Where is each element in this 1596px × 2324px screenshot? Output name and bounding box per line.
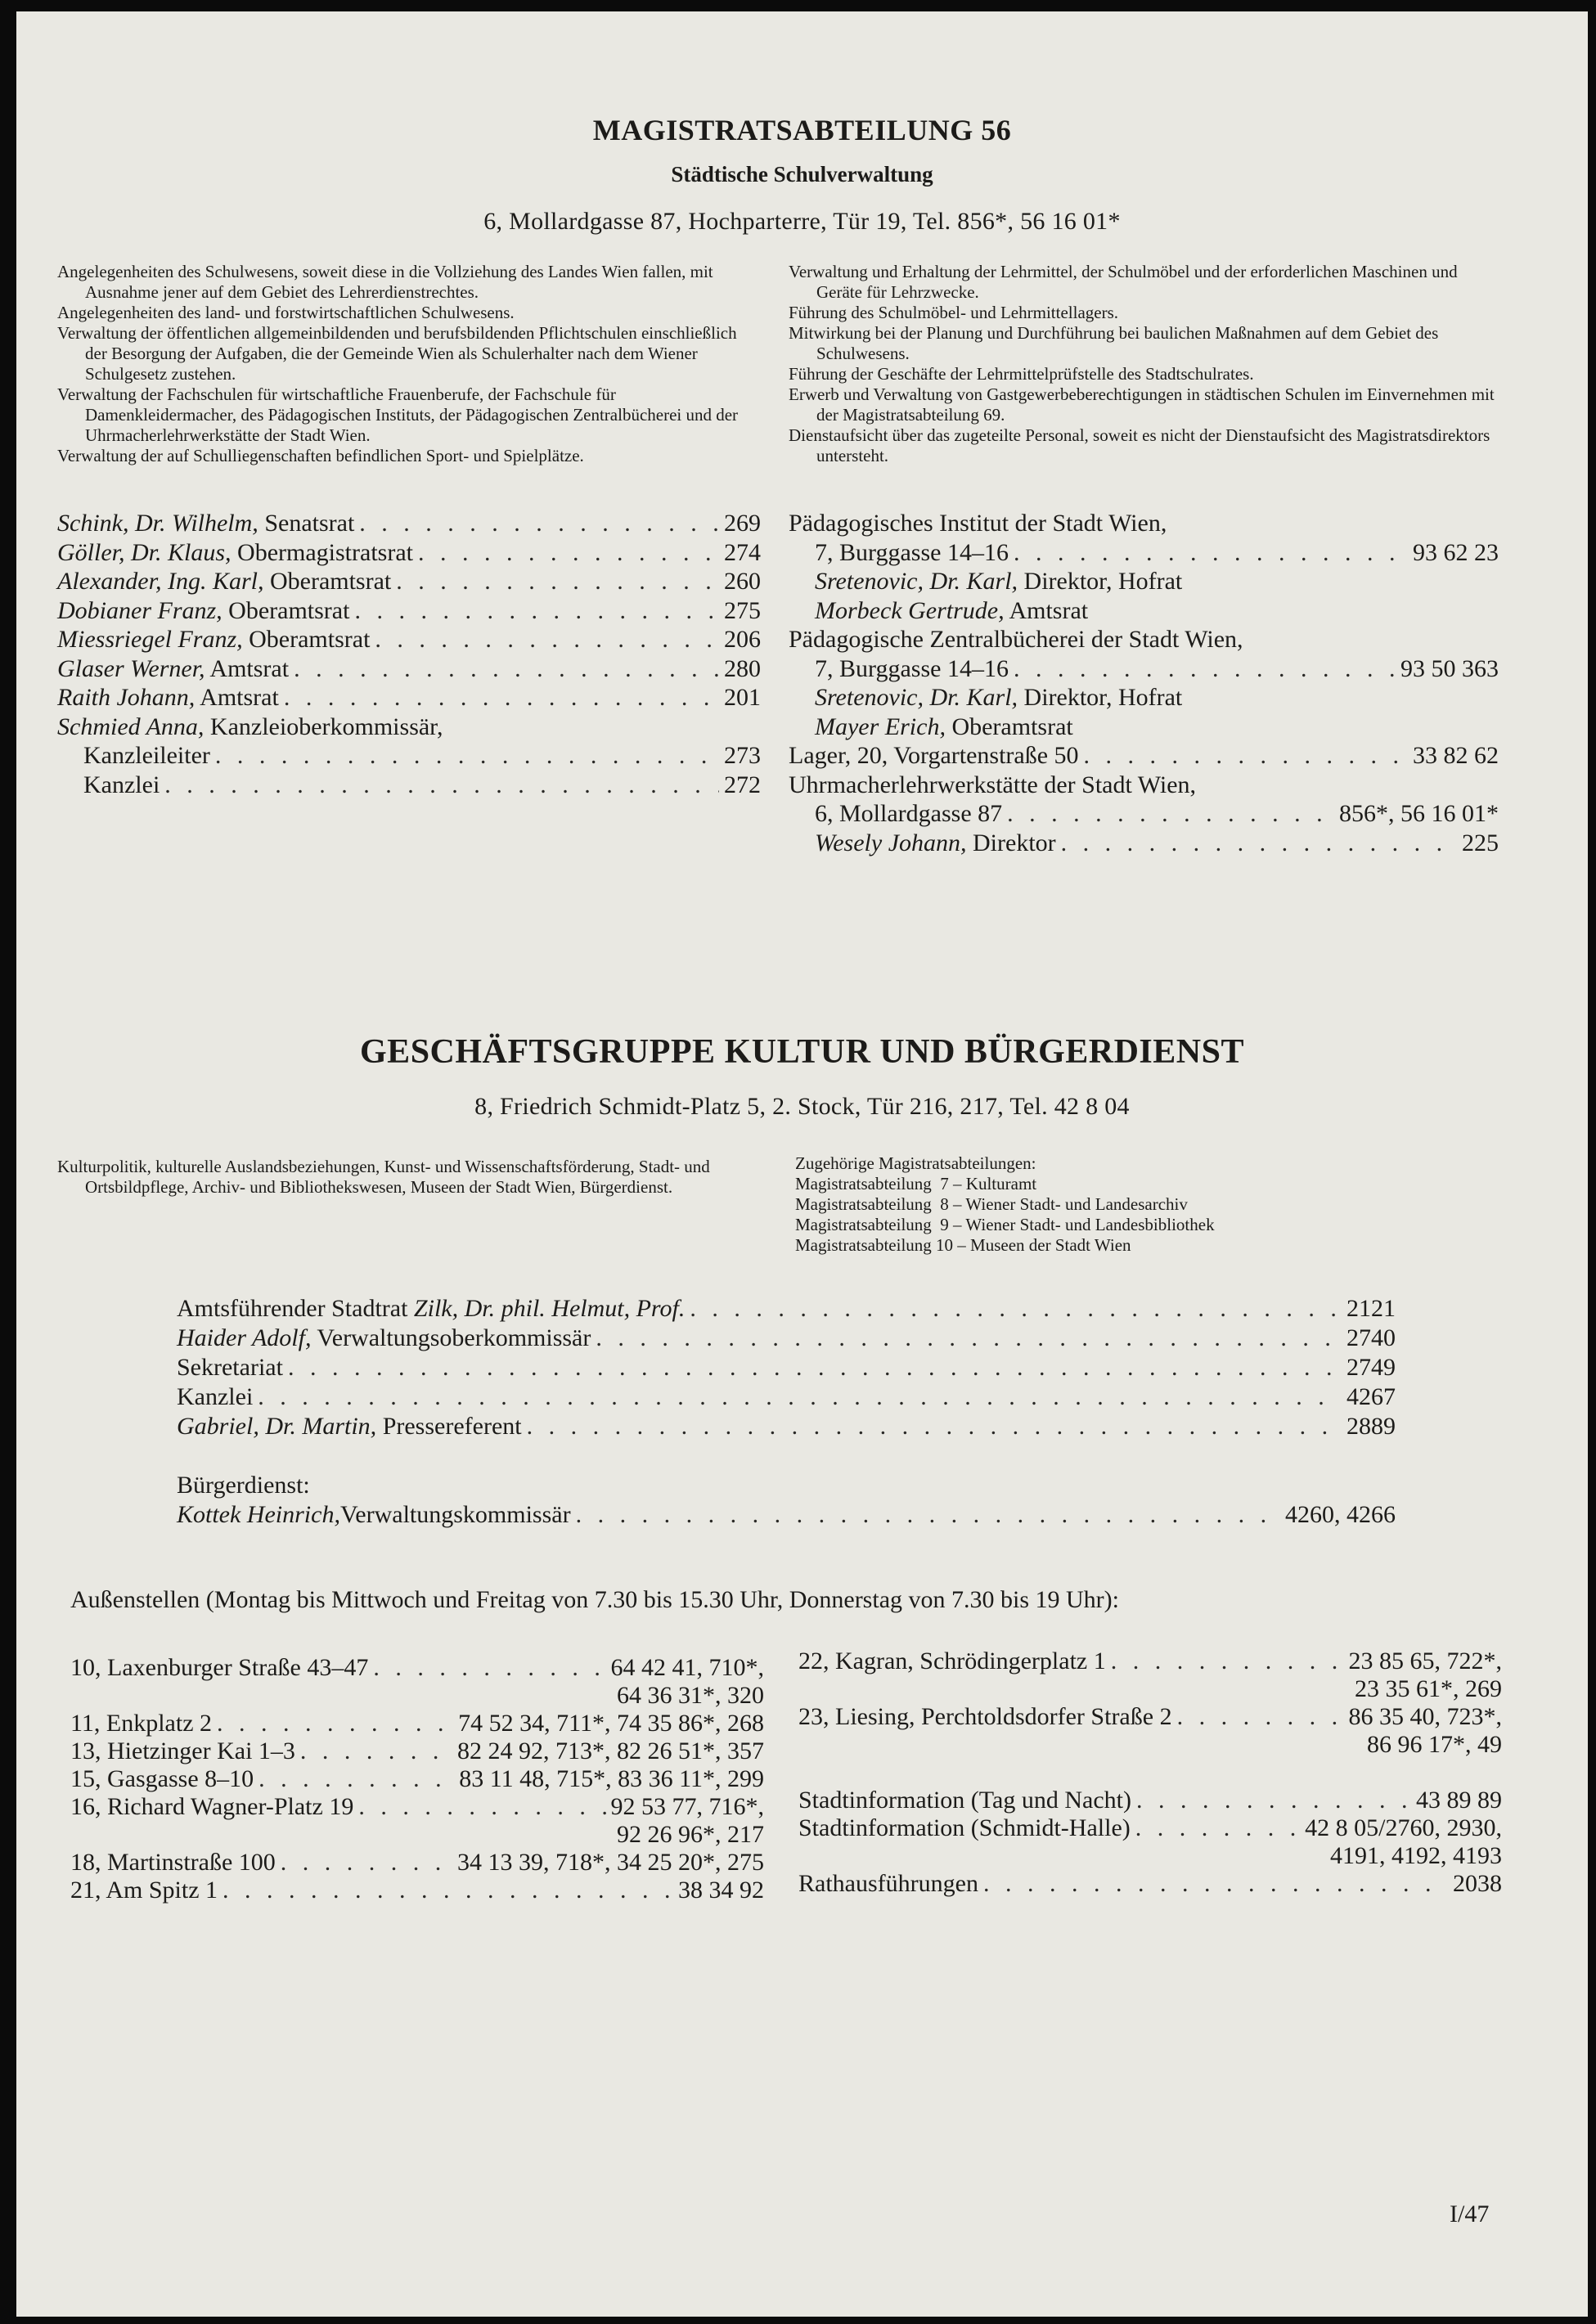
institute-tel: 856*, 56 16 01* [1339, 800, 1499, 827]
staff-row [57, 509, 761, 538]
institutes-list [789, 509, 1499, 857]
staff-row [57, 654, 761, 684]
info-tel: 42 8 05/2760, 2930, [1305, 1814, 1502, 1841]
aussenstellen-right [798, 1647, 1502, 1898]
aussenstelle-label: 16, Richard Wagner-Platz 19 [70, 1793, 354, 1820]
aussenstelle-row [70, 1737, 764, 1765]
staff-role: Sekretariat [177, 1354, 283, 1381]
staff-extension: 273 [724, 742, 761, 769]
duty-item: Verwaltung der auf Schulliegenschaften befindlichen Sport- und Spielplätze. [57, 446, 584, 465]
aussenstelle-tel: 74 52 34, 711*, 74 35 86*, 268 [458, 1710, 764, 1737]
duty-item: Verwaltung und Erhaltung der Lehrmittel, der Schulmöbel und der erforderlichen Maschinen und Geräte für Lehrzwecke. [789, 262, 1458, 302]
staff-row [57, 625, 761, 654]
staff-role: Kanzlei [177, 1383, 254, 1410]
section-address-ma56: 6, Mollardgasse 87, Hochparterre, Tür 19, Tel. 856*, 56 16 01* [483, 208, 1121, 235]
staff-name: Morbeck Gertrude, [815, 596, 1005, 624]
aussenstelle-row [70, 1710, 764, 1737]
institute-name: Pädagogische Zentralbücherei der Stadt Wien, [789, 626, 1243, 653]
staff-role: Direktor [966, 829, 1056, 856]
staff-row [789, 683, 1499, 712]
staff-extension: 2121 [1346, 1295, 1396, 1322]
staff-extension: 280 [724, 654, 761, 682]
info-tel: 4191, 4192, 4193 [1330, 1842, 1502, 1869]
info-row [798, 1870, 1502, 1898]
staff-row [57, 538, 761, 568]
aussenstelle-label: 11, Enkplatz 2 [70, 1710, 213, 1737]
institute-address-row [789, 654, 1499, 684]
department-item: Magistratsabteilung 7 – Kulturamt [795, 1174, 1037, 1193]
duty-item: Führung der Geschäfte der Lehrmittelprüfstelle des Stadtschulrates. [789, 364, 1254, 384]
staff-role: Amtsrat [195, 684, 279, 711]
staff-role: Direktor, Hofrat [1018, 684, 1183, 711]
staff-name: Alexander, Ing. Karl, [57, 568, 264, 595]
institute-address-row [789, 799, 1499, 829]
staff-extension: 4267 [1346, 1383, 1396, 1410]
info-label: Stadtinformation (Schmidt-Halle) [798, 1814, 1131, 1841]
aussenstelle-row [70, 1877, 764, 1904]
staff-row [57, 683, 761, 712]
staff-row [177, 1294, 1396, 1324]
duties-right [789, 262, 1495, 466]
staff-extension: 4260, 4266 [1285, 1501, 1396, 1528]
aussenstelle-tel: 83 11 48, 715*, 83 36 11*, 299 [459, 1765, 764, 1792]
staff-name: Schink, Dr. Wilhelm, [57, 510, 259, 537]
aussenstelle-label: 10, Laxenburger Straße 43–47 [70, 1654, 369, 1681]
staff-row [177, 1324, 1396, 1353]
page-number: I/47 [1450, 2200, 1490, 2227]
staff-extension: 225 [1462, 829, 1499, 856]
staff-row [177, 1382, 1396, 1412]
info-tel: 43 89 89 [1416, 1787, 1502, 1814]
staff-list-ma56 [57, 509, 761, 799]
aussenstelle-tel: 86 96 17*, 49 [1367, 1731, 1502, 1758]
aussenstelle-row [798, 1703, 1502, 1731]
aussenstelle-tel: 82 24 92, 713*, 82 26 51*, 357 [457, 1737, 764, 1764]
staff-name: Haider Adolf, [177, 1324, 312, 1351]
aussenstellen-heading: Außenstellen (Montag bis Mittwoch und Freitag von 7.30 bis 15.30 Uhr, Donnerstag von 7.30 bis 19 Uhr): [70, 1586, 1120, 1613]
section-address-kultur: 8, Friedrich Schmidt-Platz 5, 2. Stock, Tür 216, 217, Tel. 42 8 04 [474, 1093, 1130, 1120]
staff-row [57, 712, 761, 742]
info-row [798, 1787, 1502, 1814]
staff-name: Raith Johann, [57, 684, 196, 711]
institute-address: 7, Burggasse 14–16 [815, 538, 1009, 566]
staff-name: Wesely Johann, [815, 829, 967, 856]
aussenstelle-tel: 23 35 61*, 269 [1355, 1675, 1502, 1702]
duty-item: Erwerb und Verwaltung von Gastgewerbeberechtigungen in städtischen Schulen im Einvernehmen mit der Magistratsabteilung 69. [789, 384, 1495, 425]
staff-extension: 269 [724, 510, 761, 537]
staff-row [789, 829, 1499, 858]
duty-item: Verwaltung der öffentlichen allgemeinbildenden und berufsbildenden Pflichtschulen einschließlich der Besorgung der Aufgaben, die der Gemeinde Wien als Schulerhalter nach dem Wiener Schulgesetz zustehen. [57, 323, 737, 384]
aussenstellen-left [70, 1654, 764, 1904]
lager-label: Lager, 20, Vorgartenstraße 50 [789, 742, 1079, 769]
staff-name: Schmied Anna, [57, 712, 205, 740]
staff-name: Dobianer Franz, [57, 596, 223, 624]
staff-role: Oberamtsrat [945, 712, 1073, 740]
staff-extension: 274 [724, 538, 761, 566]
staff-row [789, 712, 1499, 742]
institute-tel: 93 62 23 [1413, 538, 1499, 566]
staff-role: Amtsrat [205, 654, 290, 682]
duty-item: Mitwirkung bei der Planung und Durchführung bei baulichen Maßnahmen auf dem Gebiet des Schulwesens. [789, 323, 1439, 363]
duty-item: Führung des Schulmöbel- und Lehrmittellagers. [789, 303, 1119, 322]
aussenstelle-tel: 38 34 92 [678, 1877, 764, 1904]
info-row [798, 1814, 1502, 1842]
staff-extension: 260 [724, 568, 761, 595]
staff-row [177, 1353, 1396, 1382]
section-title-ma56: MAGISTRATSABTEILUNG 56 [592, 114, 1012, 146]
staff-role: Kanzleileiter [83, 742, 210, 769]
departments-list [795, 1153, 1499, 1256]
staff-extension: 206 [724, 626, 761, 653]
department-item: Magistratsabteilung 10 – Museen der Stadt Wien [795, 1235, 1131, 1255]
aussenstelle-label: 21, Am Spitz 1 [70, 1877, 218, 1904]
aussenstelle-label: 22, Kagran, Schrödingerplatz 1 [798, 1647, 1106, 1674]
staff-row [789, 596, 1499, 626]
duty-item: Verwaltung der Fachschulen für wirtschaftliche Frauenberufe, der Fachschule für Damenkleidermacher, des Pädagogischen Instituts, der Pädagogischen Zentralbücherei und der Uhrmacherlehrwerkstätte der Stadt Wien. [57, 384, 739, 445]
staff-row [57, 741, 761, 771]
staff-role: Obermagistratsrat [231, 538, 413, 566]
aussenstelle-tel: 34 13 39, 718*, 34 25 20*, 275 [457, 1849, 764, 1876]
staff-name: Gabriel, Dr. Martin, [177, 1413, 377, 1440]
aussenstelle-row [70, 1765, 764, 1793]
aussenstelle-tel: 92 26 96*, 217 [617, 1821, 764, 1848]
staff-extension: 272 [724, 771, 761, 798]
staff-name: Miessriegel Franz, [57, 626, 243, 653]
staff-role: Oberamtsrat [222, 596, 350, 624]
duty-item: Angelegenheiten des land- und forstwirtschaftlichen Schulwesens. [57, 303, 515, 322]
staff-name: Kottek Heinrich, [177, 1501, 340, 1528]
kultur-description [57, 1157, 761, 1198]
staff-role: Oberamtsrat [263, 568, 392, 595]
staff-role: Senatsrat [258, 510, 355, 537]
aussenstelle-row [70, 1793, 764, 1821]
staff-role: Oberamtsrat [242, 626, 371, 653]
aussenstelle-row [70, 1849, 764, 1877]
document-page [16, 11, 1588, 2317]
staff-role: Amtsrat [1004, 596, 1089, 624]
lager-row [789, 741, 1499, 771]
staff-row [177, 1412, 1396, 1441]
aussenstelle-label: 18, Martinstraße 100 [70, 1849, 276, 1876]
staff-extension: 2740 [1346, 1324, 1396, 1351]
aussenstelle-row [70, 1654, 764, 1682]
duty-item: Dienstaufsicht über das zugeteilte Personal, soweit es nicht der Dienstaufsicht des Magistratsdirektors untersteht. [789, 425, 1490, 465]
aussenstelle-tel: 86 35 40, 723*, [1348, 1703, 1502, 1730]
staff-extension: 2749 [1346, 1354, 1396, 1381]
staff-role: Verwaltungsoberkommissär [311, 1324, 591, 1351]
staff-name: Glaser Werner, [57, 654, 205, 682]
staff-row [57, 771, 761, 800]
institute-name: Pädagogisches Institut der Stadt Wien, [789, 510, 1167, 537]
institute-address: 6, Mollardgasse 87 [815, 800, 1003, 827]
staff-role: Pressereferent [376, 1413, 522, 1440]
info-label: Stadtinformation (Tag und Nacht) [798, 1787, 1131, 1814]
institute-address: 7, Burggasse 14–16 [815, 654, 1009, 682]
section-subtitle-ma56: Städtische Schulverwaltung [671, 162, 933, 187]
staff-role: Verwaltungskommissär [339, 1501, 571, 1528]
buergerdienst-label: Bürgerdienst: [177, 1472, 310, 1499]
staff-extension: 201 [724, 684, 761, 711]
staff-role: Amtsführender Stadtrat [177, 1295, 414, 1322]
staff-name: Göller, Dr. Klaus, [57, 538, 232, 566]
info-label: Rathausführungen [798, 1870, 978, 1897]
staff-name: Mayer Erich, [815, 712, 946, 740]
staff-row [789, 567, 1499, 596]
staff-extension: 275 [724, 596, 761, 624]
staff-role: Kanzlei [83, 771, 160, 798]
aussenstelle-tel: 92 53 77, 716*, [610, 1793, 764, 1820]
staff-role: Direktor, Hofrat [1018, 568, 1183, 595]
aussenstelle-tel: 64 42 41, 710*, [610, 1654, 764, 1681]
aussenstelle-tel: 23 85 65, 722*, [1348, 1647, 1502, 1674]
staff-extension: 2889 [1346, 1413, 1396, 1440]
staff-name: Sretenovic, Dr. Karl, [815, 684, 1018, 711]
staff-row [177, 1500, 1396, 1530]
aussenstelle-tel: 64 36 31*, 320 [617, 1682, 764, 1709]
staff-name: Zilk, Dr. phil. Helmut, Prof. [413, 1295, 686, 1322]
section-title-kultur: GESCHÄFTSGRUPPE KULTUR UND BÜRGERDIENST [360, 1033, 1244, 1071]
institute-tel: 93 50 363 [1400, 654, 1499, 682]
description-text: Kulturpolitik, kulturelle Auslandsbeziehungen, Kunst- und Wissenschaftsförderung, Stadt- und Ortsbildpflege, Archiv- und Bibliothekswesen, Museen der Stadt Wien, Bürgerdienst. [57, 1157, 710, 1197]
duty-item: Angelegenheiten des Schulwesens, soweit diese in die Vollziehung des Landes Wien fallen, mit Ausnahme jener auf dem Gebiet des Lehrerdienstrechtes. [57, 262, 713, 302]
staff-row [57, 567, 761, 596]
staff-row [57, 596, 761, 626]
staff-name: Sretenovic, Dr. Karl, [815, 568, 1018, 595]
lager-tel: 33 82 62 [1413, 742, 1499, 769]
department-item: Magistratsabteilung 9 – Wiener Stadt- und Landesbibliothek [795, 1215, 1215, 1234]
info-tel: 2038 [1453, 1870, 1502, 1897]
aussenstelle-label: 15, Gasgasse 8–10 [70, 1765, 254, 1792]
kultur-staff-list [177, 1294, 1396, 1530]
institute-name: Uhrmacherlehrwerkstätte der Stadt Wien, [789, 771, 1197, 798]
aussenstelle-label: 13, Hietzinger Kai 1–3 [70, 1737, 295, 1764]
duties-left [57, 262, 758, 466]
departments-heading: Zugehörige Magistratsabteilungen: [795, 1153, 1036, 1173]
aussenstelle-label: 23, Liesing, Perchtoldsdorfer Straße 2 [798, 1703, 1172, 1730]
staff-role: Kanzleioberkommissär, [204, 712, 443, 740]
department-item: Magistratsabteilung 8 – Wiener Stadt- und Landesarchiv [795, 1194, 1188, 1214]
aussenstelle-row [798, 1647, 1502, 1675]
institute-address-row [789, 538, 1499, 568]
